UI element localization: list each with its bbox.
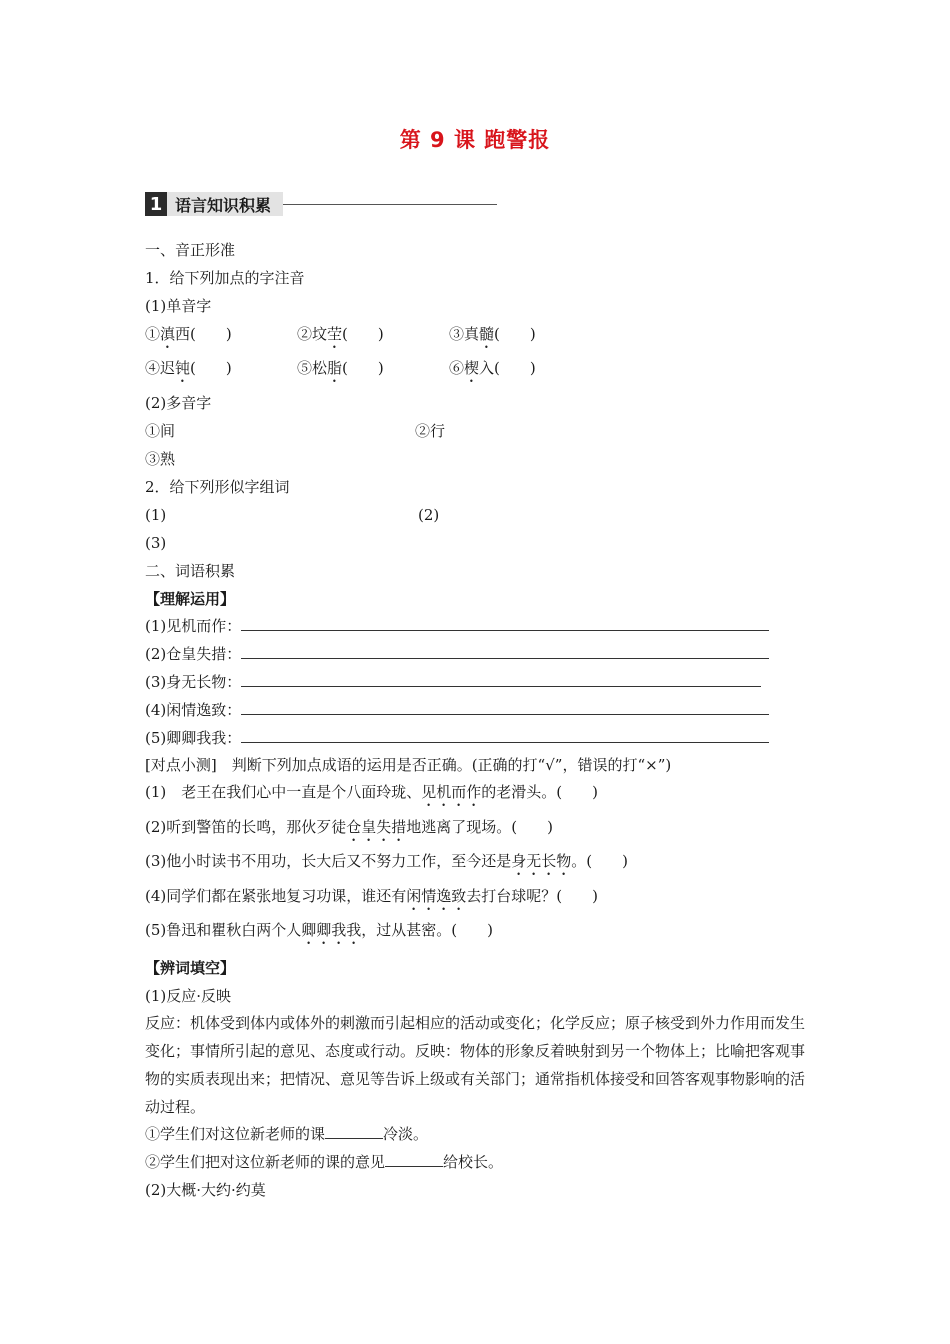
answer-blank[interactable] [241,672,761,687]
word-pair-1: (1)反应·反映 [145,987,232,1005]
word-pair-2: (2)大概·大约·约莫 [145,1181,266,1199]
distinguish-heading: 【辨词填空】 [145,959,236,977]
single-item: ①滇西( ) [145,325,232,343]
fill-blank[interactable] [325,1124,383,1139]
page-title: 第 9 课 跑警报 [399,128,551,152]
test-item: (5)鲁迅和瞿秋白两个人卿卿我我，过从甚密。( ) [145,921,493,939]
test-item: (4)同学们都在紧张地复习功课，谁还有闲情逸致去打台球呢？( ) [145,887,598,905]
term-row: (3)身无长物： [145,672,761,692]
part2-heading: 二、词语积累 [145,562,236,580]
sub-multi: (2)多音字 [145,394,212,412]
term-row: (1)见机而作： [145,616,769,636]
similar-item: (1) [145,506,167,524]
single-item: ⑥楔入( ) [449,359,536,377]
similar-item: (2) [418,506,440,524]
single-item: ③真髓( ) [449,325,536,343]
question-2: 2．给下列形似字组词 [145,478,290,496]
section-number: 1 [145,192,167,216]
single-item: ④迟钝( ) [145,359,232,377]
answer-blank[interactable] [241,644,769,659]
fill-item: ②学生们把对这位新老师的课的意见 给校长。 [145,1153,504,1171]
single-item: ⑤松脂( ) [297,359,384,377]
answer-blank[interactable] [241,728,769,743]
section-label: 语言知识积累 [167,192,283,216]
multi-item: ①间 [145,422,176,440]
single-item: ②坟茔( ) [297,325,384,343]
fill-blank[interactable] [385,1152,443,1167]
understand-heading: 【理解运用】 [145,590,236,608]
multi-item: ②行 [415,422,446,440]
explanation-paragraph: 反应：机体受到体内或体外的刺激而引起相应的活动或变化；化学反应；原子核受到外力作用而发生变化；事情所引起的意见、态度或行动。反映：物体的形象反着映射到另一个物体上；比喻把客观事物的实质表现出来；把情况、意见等告诉上级或有关部门；通常指机体接受和回答客观事物影响的活动过程。 [145,1014,806,1116]
term-row: (4)闲情逸致： [145,700,769,720]
term-row: (5)卿卿我我： [145,728,769,748]
section-header [145,192,497,216]
answer-blank[interactable] [241,616,769,631]
similar-item: (3) [145,534,167,552]
test-item: (3)他小时读书不用功，长大后又不努力工作，至今还是身无长物。( ) [145,852,628,870]
test-intro: [对点小测] 判断下列加点成语的运用是否正确。(正确的打“√”，错误的打“×”) [145,756,672,774]
multi-item: ③熟 [145,450,176,468]
answer-blank[interactable] [241,700,769,715]
test-item: (2)听到警笛的长鸣，那伙歹徒仓皇失措地逃离了现场。( ) [145,818,553,836]
term-row: (2)仓皇失措： [145,644,769,664]
section-rule [283,204,497,205]
question-1: 1．给下列加点的字注音 [145,269,305,287]
part1-heading: 一、音正形准 [145,241,236,259]
fill-item: ①学生们对这位新老师的课 冷淡。 [145,1125,429,1143]
test-item: (1) 老王在我们心中一直是个八面玲珑、见机而作的老滑头。( ) [145,783,598,801]
sub-single: (1)单音字 [145,297,212,315]
